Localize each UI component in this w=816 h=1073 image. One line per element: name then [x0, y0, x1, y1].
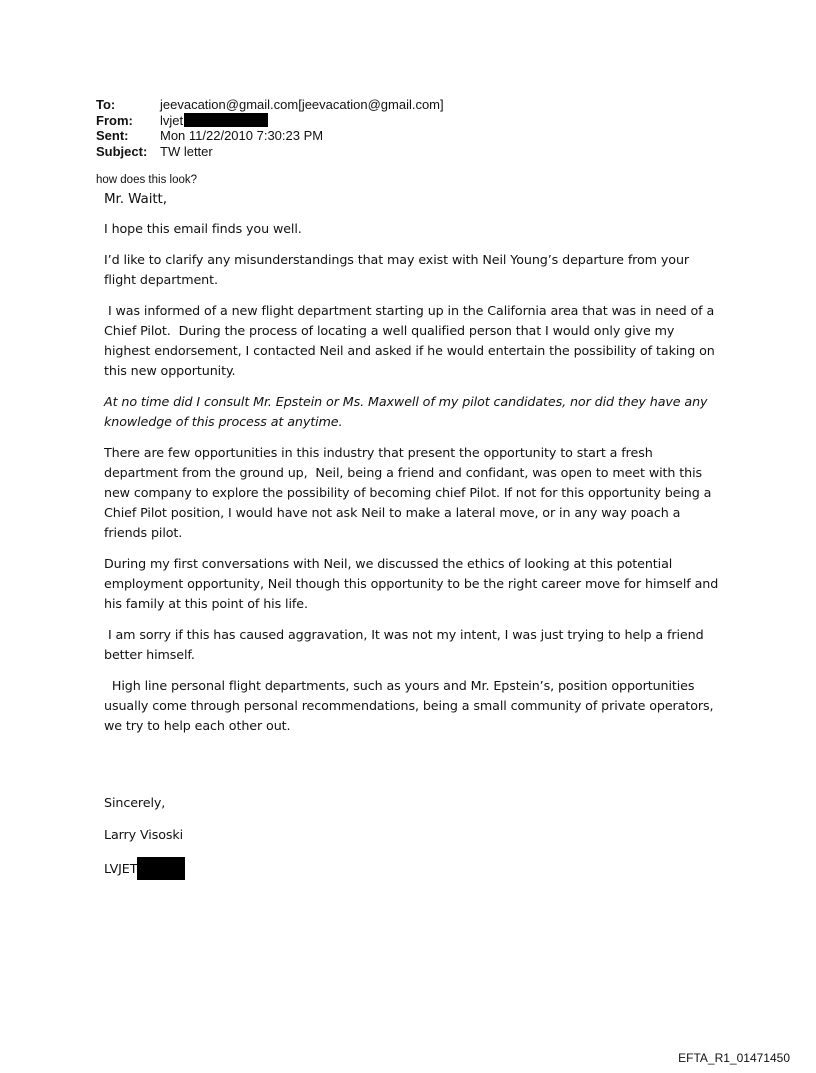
spacer — [104, 747, 724, 793]
redaction-box — [184, 113, 268, 127]
paragraph: I was informed of a new flight department starting up in the California area that was in need of a Chief Pilot. During the process of locating a well qualified person that I would only give my highest endorsement, I contacted Neil and asked if he would entertain the possibility of taking on this new opportunity. — [104, 303, 719, 378]
paragraph: I’d like to clarify any misunderstandings that may exist with Neil Young’s departure from your flight department. — [104, 252, 690, 287]
from-value: lvjet — [160, 112, 184, 128]
to-label: To: — [96, 97, 116, 112]
paragraph: During my first conversations with Neil, we discussed the ethics of looking at this potential employment opportunity, Neil though this opportunity to be the right career move for himself and his family at this point of his life. — [104, 556, 719, 611]
signature-company-row — [104, 857, 724, 880]
sent-value: Mon 11/22/2010 7:30:23 PM — [160, 128, 324, 143]
subject-label: Subject: — [96, 143, 148, 159]
letter-body — [104, 189, 724, 892]
from-row — [96, 113, 444, 129]
signature-block — [104, 793, 724, 880]
paragraph: I hope this email finds you well. — [104, 221, 302, 236]
signature-name: Larry Visoski — [104, 827, 184, 842]
email-header — [96, 97, 444, 159]
to-row — [96, 97, 444, 113]
from-label: From: — [96, 112, 133, 128]
sent-label: Sent: — [96, 128, 129, 143]
paragraph-italic: At no time did I consult Mr. Epstein or Ms. Maxwell of my pilot candidates, nor did they have any knowledge of this process at anytime. — [104, 394, 708, 429]
document-id: EFTA_R1_01471450 — [678, 1051, 790, 1065]
subject-value: TW letter — [160, 143, 213, 159]
sent-row — [96, 128, 444, 144]
signature-company: LVJET — [104, 860, 138, 876]
closing: Sincerely, — [104, 795, 166, 810]
subject-row — [96, 144, 444, 160]
paragraph: High line personal flight departments, such as yours and Mr. Epstein’s, position opportunities usually come through personal recommendations, being a small community of private operators, we try to help each other out. — [104, 678, 718, 733]
paragraph: There are few opportunities in this industry that present the opportunity to start a fresh department from the ground up, Neil, being a friend and confidant, was open to meet with this new company to explore the possibility of becoming chief Pilot. If not for this opportunity being a Chief Pilot position, I would have not ask Neil to make a lateral move, or in any way poach a friends pilot. — [104, 445, 716, 540]
redaction-box — [137, 857, 185, 880]
paragraph: I am sorry if this has caused aggravation, It was not my intent, I was just trying to help a friend better himself. — [104, 627, 708, 662]
salutation: Mr. Waitt, — [104, 191, 167, 207]
to-value[interactable]: jeevacation@gmail.com[jeevacation@gmail.com] — [160, 97, 444, 112]
intro-line: how does this look? — [96, 174, 198, 186]
